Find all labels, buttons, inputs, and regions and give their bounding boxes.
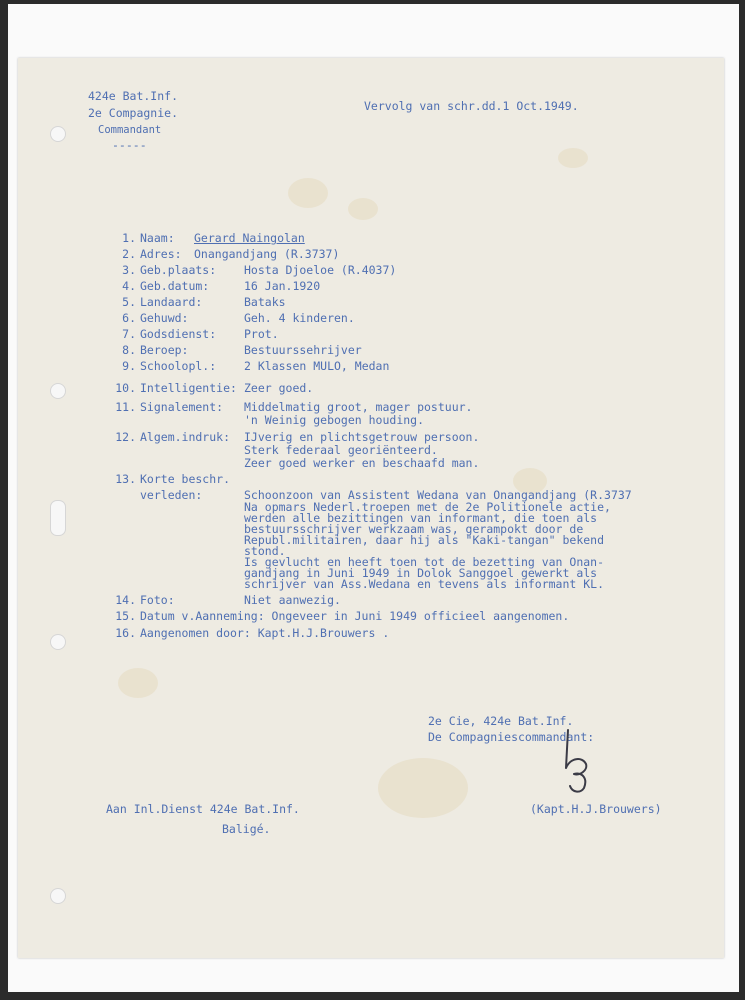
item-label: Geb.plaats: [140,263,217,277]
item-label: Godsdienst: [140,327,217,341]
narrative-line: Na opmars Nederl.troepen met de 2e Politionele actie, [244,500,611,514]
item-number: 1. [122,231,136,245]
paper-stain [118,668,158,698]
signer-name: (Kapt.H.J.Brouwers) [530,802,662,816]
list-item [18,247,724,263]
item-number: 8. [122,343,136,357]
item-label: Geb.datum: [140,279,210,293]
header-rule: ----- [112,138,147,152]
narrative-line: gandjang in Juni 1949 in Dolok Sanggoel gewerkt als [244,566,598,580]
paper-stain [558,148,588,168]
commandant-label: Commandant [98,124,162,136]
item-number: 13. [115,472,136,486]
unit-name: 424e Bat.Inf. [88,89,179,103]
item-label: Beroep: [140,343,189,357]
item-value-line: IJverig en plichtsgetrouw persoon. [244,430,480,444]
item-list [18,231,724,401]
narrative-line: werden alle bezittingen van informant, die toen als [244,511,598,525]
paper-stain [378,758,468,818]
item-value: Geh. 4 kinderen. [244,311,355,325]
item-value: Bataks [244,295,286,309]
narrative-line: stond. [244,544,286,558]
item-value-line: Zeer goed werker en beschaafd man. [244,456,480,470]
list-item [18,231,724,247]
item-number: 2. [122,247,136,261]
item-value: Bestuurssehrijver [244,343,362,357]
item-number: 9. [122,359,136,373]
item-number: 3. [122,263,136,277]
binder-slot [50,500,66,536]
item-value-line: Middelmatig groot, mager postuur. [244,400,473,414]
item-number: 5. [122,295,136,309]
item-label: Korte beschr. [140,472,231,486]
list-item [18,311,724,327]
addressee-line: Aan Inl.Dienst 424e Bat.Inf. [106,802,300,816]
punch-hole [50,126,66,142]
item-value: Onangandjang (R.3737) [194,247,340,261]
addressee-place: Baligé. [222,822,271,836]
item-label: verleden: [140,488,203,502]
paper-stain [348,198,378,220]
item-value: Prot. [244,327,279,341]
list-item [18,263,724,279]
item-text: Aangenomen door: Kapt.H.J.Brouwers . [140,626,390,640]
closing-unit: 2e Cie, 424e Bat.Inf. [428,714,574,728]
item-label: Gehuwd: [140,311,189,325]
narrative-line: Republ.militairen, daar hij als "Kaki-tangan" bekend [244,533,605,547]
narrative-line: Schoonzoon van Assistent Wedana van Onangandjang (R.3737 [244,488,632,502]
list-item [18,279,724,295]
list-item [18,327,724,343]
narrative-line: bestuursschrijver werkzaam was, gerampokt door de [244,522,584,536]
narrative-line: schrijver van Ass.Wedana en tevens als informant KL. [244,577,605,591]
document-page [18,58,724,958]
item-value: Gerard Naingolan [194,231,305,245]
item-value: 16 Jan.1920 [244,279,321,293]
list-item [18,343,724,359]
item-value-line: Sterk federaal georiënteerd. [244,443,438,457]
punch-hole [50,888,66,904]
item-number: 12. [115,430,136,444]
item-number: 11. [115,400,136,414]
item-number: 15. [115,609,136,623]
item-label: Naam: [140,231,175,245]
continuation-reference: Vervolg van schr.dd.1 Oct.1949. [364,99,579,113]
item-label: Signalement: [140,400,224,414]
narrative-line: Is gevlucht en heeft toen tot de bezetting van Onan- [244,555,605,569]
handwritten-signature [552,728,612,808]
item-number: 7. [122,327,136,341]
item-label: Schoolopl.: [140,359,217,373]
item-text: Datum v.Aanneming: Ongeveer in Juni 1949 officieel aangenomen. [140,609,570,623]
company-name: 2e Compagnie. [88,106,179,120]
punch-hole [50,634,66,650]
item-value-line: 'n Weinig gebogen houding. [244,413,425,427]
item-number: 6. [122,311,136,325]
item-label: Landaard: [140,295,203,309]
list-item [18,381,724,401]
paper-stain [288,178,328,208]
item-number: 16. [115,626,136,640]
item-number: 4. [122,279,136,293]
list-item [18,295,724,311]
item-value: Hosta Djoeloe (R.4037) [244,263,397,277]
item-value: Niet aanwezig. [244,593,341,607]
item-label: Foto: [140,593,175,607]
closing-title: De Compagniescommandant: [428,730,595,744]
item-label: Adres: [140,247,182,261]
item-value: 2 Klassen MULO, Medan [244,359,390,373]
item-number: 10. [115,381,136,395]
item-number: 14. [115,593,136,607]
item-label: Intelligentie: [140,381,237,395]
list-item [18,359,724,381]
item-value: Zeer goed. [244,381,314,395]
item-label: Algem.indruk: [140,430,231,444]
